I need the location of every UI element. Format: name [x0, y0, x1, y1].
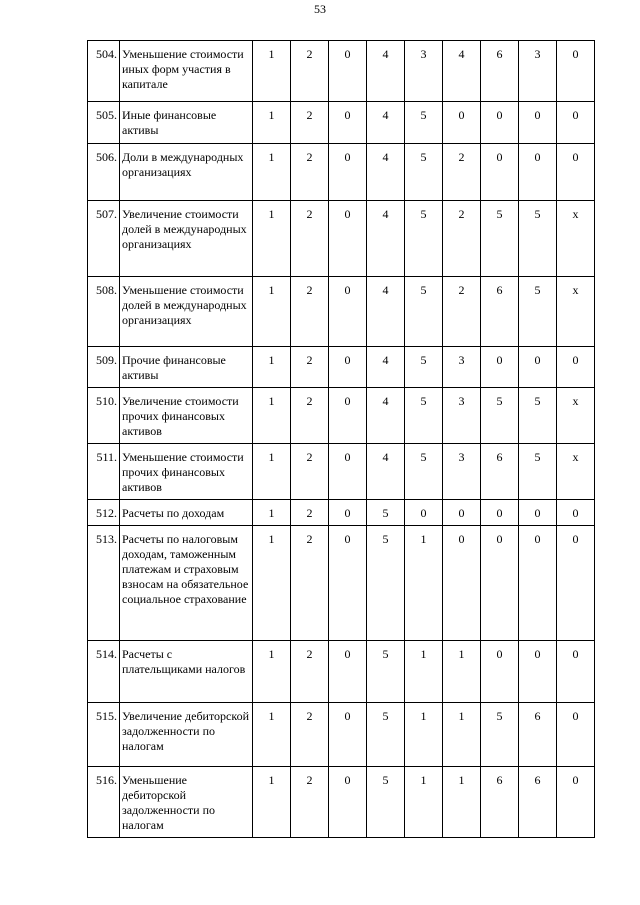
- code-cell: 0: [329, 444, 367, 500]
- budget-code-table: [87, 40, 595, 838]
- row-number: 515.: [88, 703, 120, 767]
- code-cell: 6: [481, 41, 519, 102]
- code-cell: 6: [481, 277, 519, 347]
- table-row: [88, 444, 595, 500]
- table-row: [88, 41, 595, 102]
- code-cell: 6: [481, 444, 519, 500]
- code-cell: 0: [519, 526, 557, 641]
- code-cell: 5: [519, 444, 557, 500]
- code-cell: 2: [291, 277, 329, 347]
- code-cell: 2: [291, 144, 329, 201]
- code-cell: x: [557, 444, 595, 500]
- code-cell: 2: [291, 500, 329, 526]
- code-cell: 0: [405, 500, 443, 526]
- row-number: 508.: [88, 277, 120, 347]
- code-cell: 1: [253, 201, 291, 277]
- code-cell: 5: [519, 201, 557, 277]
- table-row: [88, 144, 595, 201]
- table-row: [88, 500, 595, 526]
- code-cell: 1: [253, 102, 291, 144]
- code-cell: 6: [519, 767, 557, 838]
- code-cell: 0: [481, 347, 519, 388]
- code-cell: 4: [367, 388, 405, 444]
- code-cell: 0: [329, 347, 367, 388]
- row-number: 509.: [88, 347, 120, 388]
- row-name: Увеличение стоимости прочих финансовых активов: [120, 388, 253, 444]
- code-cell: 4: [367, 444, 405, 500]
- table-row: [88, 641, 595, 703]
- code-cell: 1: [443, 641, 481, 703]
- code-cell: 0: [329, 526, 367, 641]
- code-cell: 0: [329, 767, 367, 838]
- code-cell: 0: [557, 641, 595, 703]
- code-cell: 0: [519, 347, 557, 388]
- row-name: Увеличение стоимости долей в международных организациях: [120, 201, 253, 277]
- code-cell: 1: [253, 703, 291, 767]
- code-cell: 5: [405, 277, 443, 347]
- code-cell: 1: [405, 641, 443, 703]
- code-cell: 1: [253, 41, 291, 102]
- code-cell: 5: [481, 388, 519, 444]
- code-cell: 0: [481, 526, 519, 641]
- code-cell: 3: [443, 444, 481, 500]
- code-cell: 5: [367, 703, 405, 767]
- code-cell: 0: [329, 277, 367, 347]
- code-cell: 4: [367, 277, 405, 347]
- table-row: [88, 347, 595, 388]
- code-cell: 5: [405, 201, 443, 277]
- code-cell: 5: [405, 347, 443, 388]
- table-row: [88, 767, 595, 838]
- code-cell: 0: [481, 500, 519, 526]
- table-row: [88, 388, 595, 444]
- code-cell: 0: [329, 144, 367, 201]
- code-cell: 0: [443, 102, 481, 144]
- code-cell: 0: [557, 144, 595, 201]
- code-cell: 0: [481, 144, 519, 201]
- code-cell: 0: [557, 102, 595, 144]
- code-cell: 5: [519, 277, 557, 347]
- code-cell: 0: [329, 41, 367, 102]
- row-name: Расчеты по налоговым доходам, таможенным платежам и страховым взносам на обязательное социальное страхование: [120, 526, 253, 641]
- code-cell: 5: [405, 102, 443, 144]
- row-name: Расчеты по доходам: [120, 500, 253, 526]
- code-cell: x: [557, 388, 595, 444]
- code-cell: 5: [481, 201, 519, 277]
- table-row: [88, 201, 595, 277]
- code-cell: 1: [405, 767, 443, 838]
- code-cell: 5: [405, 444, 443, 500]
- code-cell: 1: [253, 388, 291, 444]
- code-cell: 1: [253, 526, 291, 641]
- code-cell: 6: [481, 767, 519, 838]
- code-cell: 2: [443, 144, 481, 201]
- row-name: Уменьшение дебиторской задолженности по налогам: [120, 767, 253, 838]
- code-cell: 0: [519, 641, 557, 703]
- code-cell: 2: [291, 102, 329, 144]
- code-cell: 2: [291, 41, 329, 102]
- code-cell: x: [557, 277, 595, 347]
- code-cell: 2: [291, 767, 329, 838]
- code-cell: 0: [557, 526, 595, 641]
- code-cell: 4: [367, 41, 405, 102]
- code-cell: 1: [253, 347, 291, 388]
- row-number: 512.: [88, 500, 120, 526]
- code-cell: 1: [253, 277, 291, 347]
- code-cell: x: [557, 201, 595, 277]
- code-cell: 6: [519, 703, 557, 767]
- code-cell: 2: [291, 703, 329, 767]
- code-cell: 0: [557, 767, 595, 838]
- code-cell: 5: [405, 144, 443, 201]
- code-cell: 2: [443, 201, 481, 277]
- code-cell: 0: [557, 500, 595, 526]
- code-cell: 2: [443, 277, 481, 347]
- row-number: 504.: [88, 41, 120, 102]
- code-cell: 2: [291, 641, 329, 703]
- code-cell: 1: [253, 767, 291, 838]
- code-cell: 0: [557, 347, 595, 388]
- code-cell: 1: [405, 526, 443, 641]
- row-name: Уменьшение стоимости иных форм участия в капитале: [120, 41, 253, 102]
- table-row: [88, 703, 595, 767]
- code-cell: 1: [443, 767, 481, 838]
- row-name: Уменьшение стоимости долей в международных организациях: [120, 277, 253, 347]
- row-name: Иные финансовые активы: [120, 102, 253, 144]
- code-cell: 1: [253, 144, 291, 201]
- row-number: 516.: [88, 767, 120, 838]
- code-cell: 0: [557, 703, 595, 767]
- code-cell: 5: [367, 641, 405, 703]
- code-cell: 1: [405, 703, 443, 767]
- code-cell: 3: [405, 41, 443, 102]
- code-cell: 5: [405, 388, 443, 444]
- code-cell: 1: [253, 641, 291, 703]
- code-cell: 2: [291, 526, 329, 641]
- code-cell: 3: [443, 388, 481, 444]
- code-cell: 2: [291, 388, 329, 444]
- code-cell: 5: [481, 703, 519, 767]
- table-body: [88, 41, 595, 838]
- code-cell: 0: [519, 500, 557, 526]
- code-cell: 0: [329, 388, 367, 444]
- row-number: 513.: [88, 526, 120, 641]
- code-cell: 5: [367, 500, 405, 526]
- code-cell: 4: [367, 347, 405, 388]
- code-cell: 4: [367, 102, 405, 144]
- table-row: [88, 526, 595, 641]
- code-cell: 0: [481, 641, 519, 703]
- code-cell: 3: [519, 41, 557, 102]
- table-row: [88, 102, 595, 144]
- code-cell: 2: [291, 347, 329, 388]
- page-number: 53: [314, 2, 326, 16]
- code-cell: 5: [367, 526, 405, 641]
- code-cell: 1: [253, 500, 291, 526]
- code-cell: 1: [443, 703, 481, 767]
- row-name: Прочие финансовые активы: [120, 347, 253, 388]
- row-number: 507.: [88, 201, 120, 277]
- code-cell: 0: [329, 703, 367, 767]
- code-cell: 5: [367, 767, 405, 838]
- row-number: 514.: [88, 641, 120, 703]
- code-cell: 0: [557, 41, 595, 102]
- row-number: 506.: [88, 144, 120, 201]
- code-cell: 0: [519, 102, 557, 144]
- table-row: [88, 277, 595, 347]
- code-cell: 1: [253, 444, 291, 500]
- code-cell: 0: [329, 641, 367, 703]
- code-cell: 0: [329, 102, 367, 144]
- row-name: Доли в международных организациях: [120, 144, 253, 201]
- row-number: 510.: [88, 388, 120, 444]
- row-name: Расчеты с плательщиками налогов: [120, 641, 253, 703]
- code-cell: 5: [519, 388, 557, 444]
- code-cell: 0: [329, 201, 367, 277]
- code-cell: 0: [481, 102, 519, 144]
- row-name: Увеличение дебиторской задолженности по налогам: [120, 703, 253, 767]
- code-cell: 2: [291, 201, 329, 277]
- code-cell: 4: [367, 144, 405, 201]
- code-cell: 0: [519, 144, 557, 201]
- row-number: 505.: [88, 102, 120, 144]
- code-cell: 4: [443, 41, 481, 102]
- code-cell: 0: [443, 500, 481, 526]
- code-cell: 4: [367, 201, 405, 277]
- code-cell: 3: [443, 347, 481, 388]
- row-number: 511.: [88, 444, 120, 500]
- code-cell: 0: [443, 526, 481, 641]
- row-name: Уменьшение стоимости прочих финансовых активов: [120, 444, 253, 500]
- code-cell: 2: [291, 444, 329, 500]
- code-cell: 0: [329, 500, 367, 526]
